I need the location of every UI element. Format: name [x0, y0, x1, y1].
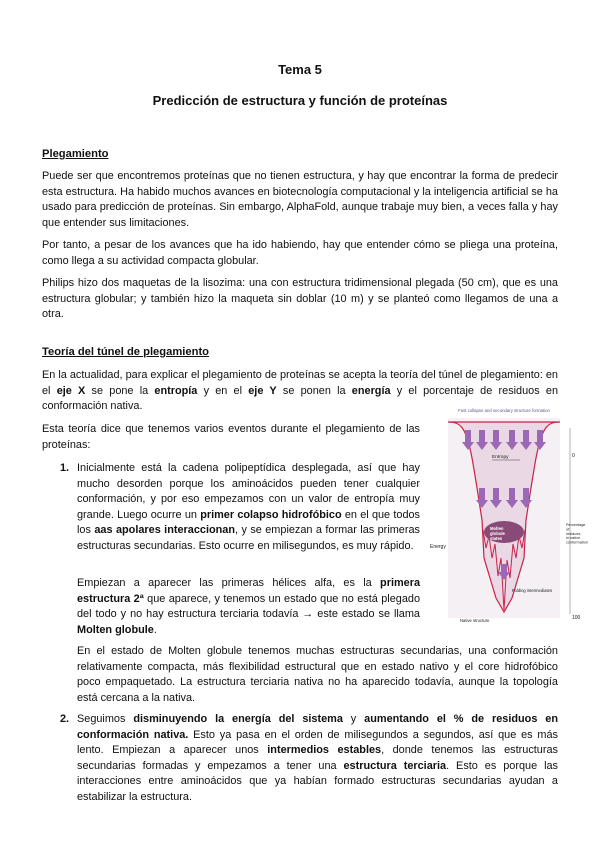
- figure-molten-label: Molten globule states: [490, 526, 505, 541]
- figure-energy-label: Energy: [430, 544, 446, 550]
- heading-teoria-tunel: Teoría del túnel de plegamiento: [42, 346, 210, 358]
- figure-folding-label: Folding intermediates: [512, 588, 553, 593]
- topic-number: Tema 5: [278, 62, 322, 77]
- list-item-1-paragraph-3: En el estado de Molten globule tenemos muchas estructuras secundarias, una conformación relativamente compacta, más flexibilidad estructural que en estado nativo y el core hidrofóbico poco empaquetado. La estructura terciaria nativa no ha aparecido todavía, aunque la topología está cercana a la nativa.: [77, 645, 558, 704]
- figure-entropy-label: Entropy: [492, 455, 509, 460]
- paragraph-teoria-2: Esta teoría dice que tenemos varios eventos durante el plegamiento de las proteínas:: [42, 423, 420, 451]
- heading-plegamiento: Plegamiento: [42, 148, 109, 160]
- figure-percentage-label: Percentage of residues in native conformation: [566, 523, 588, 545]
- paragraph-plegamiento-2: Por tanto, a pesar de los avances que ha ido habiendo, hay que entender cómo se pliega una proteína, como llega a su actividad compacta globular.: [42, 239, 558, 267]
- folding-funnel-figure: [420, 408, 588, 630]
- paragraph-plegamiento-3: Philips hizo dos maquetas de la lisozima: una con estructura tridimensional plegada (50 cm), que es una estructura globular; y también hizo la maqueta sin doblar (10 m) y se planteó como llegamos de una a otra.: [42, 277, 558, 321]
- list-item-2-paragraph: Seguimos disminuyendo la energía del sistema y aumentando el % de residuos en conformación nativa. Esto ya pasa en el orden de milisegundos a segundos, así que es más lento. Empiezan a aparecer unos intermedios estables, donde tenemos las estructuras secundarias formadas y empezamos a tener una estructura terciaria. Esto es porque las interacciones entre aminoácidos que ya habían formado estructuras secundarias ayudan a estabilizar la estructura.: [77, 713, 559, 803]
- figure-native-label: Native structure: [460, 618, 490, 623]
- figure-zero-label: 0: [572, 453, 575, 459]
- paragraph-plegamiento-1: Puede ser que encontremos proteínas que no tienen estructura, y hay que encontrar la forma de predecir esta estructura. Ha habido muchos avances en biotecnología computacional y la inteligencia artificial se ha usado para predicción de proteínas. Sin embargo, AlphaFold, aunque trabaje muy bien, a veces falla y hay que entender sus limitaciones.: [42, 170, 558, 229]
- list-number-2: 2.: [60, 713, 70, 725]
- figure-hundred-label: 100: [572, 615, 581, 621]
- figure-top-label: Fast collapse and secondary structure formation: [458, 408, 550, 413]
- list-item-1-paragraph-2: Empiezan a aparecer las primeras hélices alfa, es la primera estructura 2ª que aparece, y tenemos un estado que no está plegado del todo y no hay estructura terciaria todavía → este estado se llama Molten globule.: [77, 577, 420, 636]
- list-item-1-paragraph-1: Inicialmente está la cadena polipeptídica desplegada, así que hay mucho desorden porque los aminoácidos pueden tener cualquier conformación, y por eso empezamos con un valor de entropía muy grande. Luego ocurre un primer colapso hidrofóbico en el que todos los aas apolares interaccionan, y se empiezan a formar las primeras estructuras secundarias. Esto ocurre en milisegundos, es muy rápido.: [77, 462, 420, 552]
- page-title: Predicción de estructura y función de proteínas: [152, 93, 448, 108]
- list-number-1: 1.: [60, 462, 70, 474]
- paragraph-teoria-1: En la actualidad, para explicar el plegamiento de proteínas se acepta la teoría del túnel de plegamiento: en el eje X se pone la entropía y en el eje Y se ponen la energía y el porcentaje de residuos en conformación nativa.: [42, 369, 558, 413]
